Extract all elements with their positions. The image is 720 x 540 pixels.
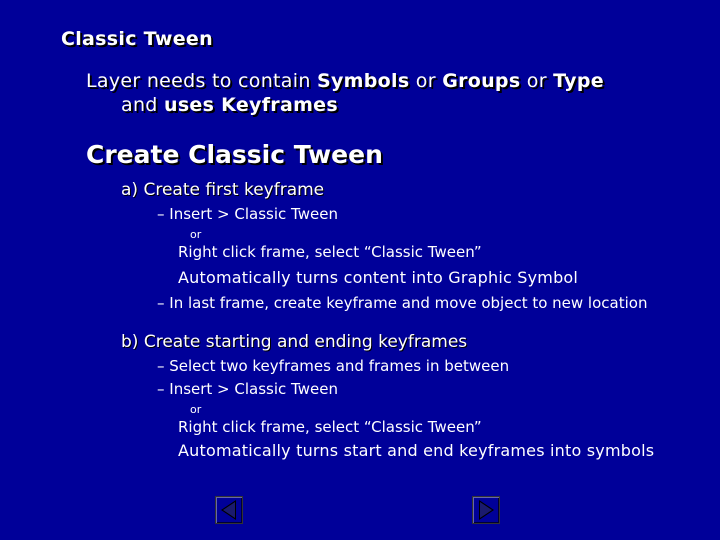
requirement-text-2: or	[409, 70, 443, 92]
section-a-alt: Right click frame, select “Classic Tween”	[178, 243, 482, 261]
left-triangle-icon	[216, 497, 242, 523]
symbols-keyword: Symbols	[317, 70, 410, 92]
section-a-bullet-1: – Insert > Classic Tween	[157, 205, 338, 223]
section-b-bullet-2: – Insert > Classic Tween	[157, 380, 338, 398]
requirement-text-4: and	[121, 94, 164, 116]
section-a-auto: Automatically turns content into Graphic Symbol	[178, 268, 579, 287]
next-slide-button[interactable]	[472, 496, 500, 524]
section-b-auto: Automatically turns start and end keyframes into symbols	[178, 441, 655, 460]
requirement-text-3: or	[520, 70, 554, 92]
groups-keyword: Groups	[442, 70, 521, 92]
section-a-label: a) Create first keyframe	[121, 180, 325, 200]
section-b-alt: Right click frame, select “Classic Tween”	[178, 418, 482, 436]
requirement-line-1	[86, 70, 604, 92]
section-b-label: b) Create starting and ending keyframes	[121, 332, 468, 352]
section-b-bullet-1: – Select two keyframes and frames in between	[157, 357, 510, 375]
requirement-text-1: Layer needs to contain	[86, 70, 318, 92]
right-triangle-icon	[473, 497, 499, 523]
previous-slide-button[interactable]	[215, 496, 243, 524]
section-a-bullet-2: – In last frame, create keyframe and move object to new location	[157, 294, 648, 312]
uses-keyframes-keyword: uses Keyframes	[164, 94, 338, 116]
requirement-line-2	[121, 94, 338, 116]
type-keyword: Type	[553, 70, 604, 92]
section-a-or: or	[190, 228, 202, 241]
slide-title: Classic Tween	[61, 28, 213, 50]
section-heading: Create Classic Tween	[86, 140, 383, 169]
section-b-or: or	[190, 403, 202, 416]
